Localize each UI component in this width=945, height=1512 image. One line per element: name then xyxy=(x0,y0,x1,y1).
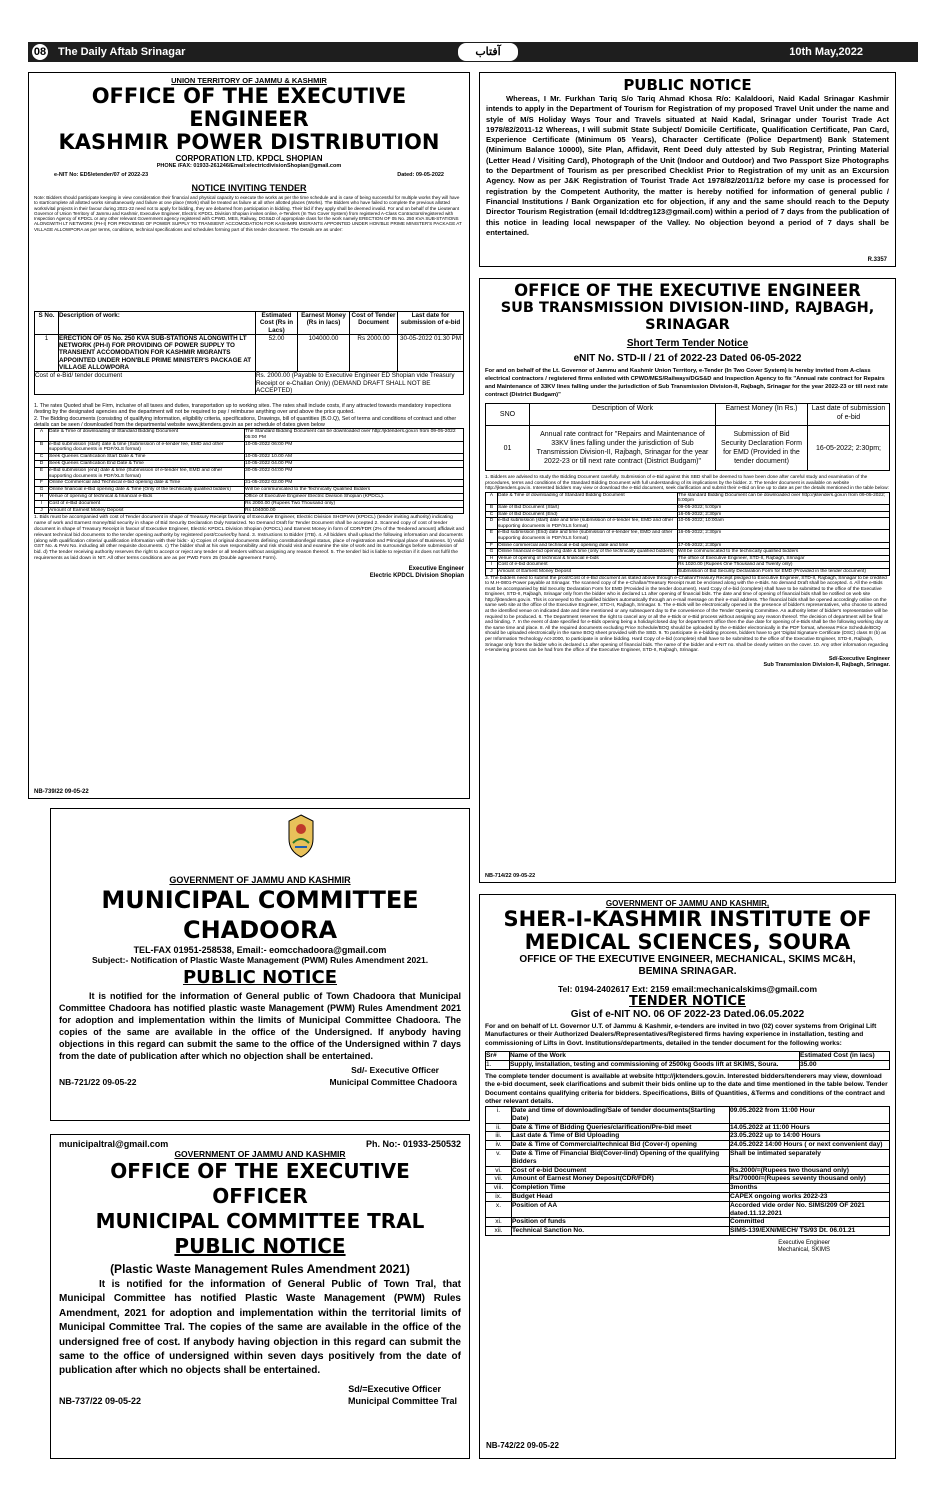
row-value: 10-05-2022; 10:00am xyxy=(678,518,890,530)
schedule-row xyxy=(486,1184,890,1193)
row-value: 16-05-2022; 2:30pm xyxy=(678,530,890,542)
row-label: e-Bid submission (End) date and time (submission of e-tender fee, EMD and other supporting documents in PDF/XLS format) xyxy=(498,530,678,542)
row-index: G xyxy=(35,487,49,494)
schedule-row xyxy=(35,500,464,507)
kpdcl-nb: NB-739/22 09-05-22 xyxy=(34,789,89,795)
th-sno: S No. xyxy=(35,312,59,335)
public-notice-ref: R.3357 xyxy=(867,257,887,263)
chadoora-subject: Subject:- Notification of Plastic Waste Management (PWM) Rules Amendment 2021. xyxy=(91,955,429,965)
kpdcl-nit: e-NIT No: ED5/etender/07 of 2022-23 xyxy=(54,172,149,178)
row-value: CAPEX ongoing works 2022-23 xyxy=(730,1193,890,1202)
row-index: G xyxy=(486,549,498,556)
row-value: 23.05.2022 up to 14:00 Hours xyxy=(730,1132,890,1141)
row-label: Technical Sanction No. xyxy=(512,1227,730,1236)
row-label: Date & Time of Bidding Queries/clarification/Pre-bid meet xyxy=(512,1123,730,1132)
tral-gov: GOVERNMENT OF JAMMU AND KASHMIR xyxy=(174,1149,346,1159)
tral-notice-ad xyxy=(50,1134,470,1459)
th-sr: Sr# xyxy=(486,1052,510,1061)
std-schedule-table xyxy=(485,492,890,576)
row-index: J xyxy=(35,507,49,514)
row-index: iii. xyxy=(486,1132,512,1141)
row-label: Venue of opening of technical & financial e-bids xyxy=(498,555,678,562)
row-index: vi. xyxy=(486,1166,512,1175)
schedule-row xyxy=(486,1193,890,1202)
th-doc: Cost of Tender Document xyxy=(350,312,398,335)
table-row: 01 Annual rate contract for "Repairs and Maintenance of 33KV lines falling under the jurisdiction of Sub Transmission Division-II, Rajbagh, Srinagar for the year 2022-23 or till next rate contract (District Budgam)" Submission of Bid Security Declaration Form for EMD (Provided in the tender document) 16-05-2022; 2:30pm; xyxy=(486,426,890,471)
schedule-row xyxy=(486,549,890,556)
chadoora-title: MUNICIPAL COMMITTEE CHADOORA xyxy=(101,886,419,944)
kpdcl-heading: NOTICE INVITING TENDER xyxy=(191,183,307,193)
skims-nb: NB-742/22 09-05-22 xyxy=(486,1441,559,1450)
row-value: Rs 2000.00 (Rupees Two Thousand only) xyxy=(245,500,464,507)
th-last: Last date for submission of e-bid xyxy=(398,312,464,335)
schedule-row xyxy=(486,1218,890,1227)
skims-schedule-table xyxy=(485,1106,890,1236)
th-cost: Estimated Cost (Rs in Lacs) xyxy=(256,312,298,335)
skims-tel: Tel: 0194-2402617 Ext: 2159 email:mechanicalskims@gmail.com xyxy=(557,984,818,994)
std-intro: For and on behalf of the Lt. Governor of Jammu and Kashmir Union Territory, e-Tender (In Two Cover System) is hereby invited from A-class electrical contractors / registered firms enlisted with CPWD/MES/Railways/DGS&D and Inspection Agency to fix "Annual rate contract for Repairs and Maintenance of 33KV lines falling under the jurisdiction of Sub Transmission Division-II, Rajbagh, Srinagar for the year 2022-23 or till next rate contract (District Budgam)" xyxy=(485,368,888,398)
row-index: vii. xyxy=(486,1175,512,1184)
schedule-row xyxy=(486,504,890,511)
row-index: xii. xyxy=(486,1227,512,1236)
th-sno: SNO xyxy=(486,404,530,426)
row-label: Position of AA xyxy=(512,1201,730,1218)
schedule-row xyxy=(486,1201,890,1218)
schedule-row xyxy=(35,429,464,442)
row-label: Online Commercial and Technical e-bid opening date & Time xyxy=(49,480,245,487)
kpdcl-para-1: 1. The rates Quoted shall be Firm, inclusive of all taxes and duties, transportation up to working sites. The rates shall include costs, if any attracted towards mandatory inspections /testing by the designated agencies and the department will not be required to pay / reimburse anything over and above the price quoted. xyxy=(34,403,452,416)
skims-para-1: The complete tender document is available at website http://jktenders.gov.in. Interested bidders/tenderers may view, download the e-bid document, seek clarifications and submit their bids online up to the date and time mentioned in the table below. Tender Document contains qualifying criteria for bidders. Specifications, Bills of Quantities, &Terms and conditions of the contract and other relevant details. xyxy=(485,1073,888,1105)
tral-nb: NB-737/22 09-05-22 xyxy=(59,1395,142,1406)
kpdcl-title-2: KASHMIR POWER DISTRIBUTION xyxy=(58,130,440,154)
row-label: e-Bid submission (end) date & time (Submission of e-tender fee, EMD and other supporting documents in PDF/XLS format) xyxy=(49,467,245,480)
row-value: 30-05-2022 04:00 PM xyxy=(245,467,464,480)
table-row: 1 ERECTION OF 05 No. 250 KVA SUB-STATIONS ALONGWITH LT NETWORK (PH-I) FOR PROVIDING OF POWER SUPPLY TO TRANSIENT ACCOMODATION FOR KASHMIR MIGRANTS APPOINTED UNDER HON'BLE PRIME MINISTER'S PACKAGE AT VILLAGE ALLOWPORA 52.00 104000.00 Rs 2000.00 30-05-2022 01.30 PM xyxy=(35,334,464,371)
schedule-row xyxy=(486,511,890,518)
row-index: A xyxy=(35,429,49,442)
schedule-row xyxy=(35,441,464,454)
chadoora-sig-2: Municipal Committee Chadoora xyxy=(329,1077,457,1087)
schedule-row xyxy=(486,1175,890,1184)
skims-intro: For and on behalf of Lt. Governor U.T. of Jammu & Kashmir, e-tenders are invited in two (02) cover systems from Original Lift Manufactures or their Authorized Dealers/Representatives/Registered firms having experience in installation, testing and commissioning of Lifts in Govt. Institutions/departments, detailed in the tender document for the following works: xyxy=(485,1023,877,1047)
row-value: 10-05-2022 06:00 PM xyxy=(245,441,464,454)
row-index: v. xyxy=(486,1150,512,1167)
row-value: Will be communicated to the Technically Qualified Bidders xyxy=(245,487,464,494)
row-label: Date & Time of Financial Bid(Cover-lind) Opening of the qualifying Bidders xyxy=(512,1150,730,1167)
schedule-row xyxy=(486,492,890,504)
schedule-row xyxy=(486,568,890,575)
schedule-row xyxy=(35,480,464,487)
skims-office: OFFICE OF THE EXECUTIVE ENGINEER, MECHANICAL, SKIMS MC&H, xyxy=(519,954,856,965)
row-value: 09.05.2022 from 11:00 Hour xyxy=(730,1107,890,1124)
tral-sig-1: Sd/=Executive Officer xyxy=(348,1383,441,1394)
kpdcl-sig-2: Electric KPDCL Division Shopian xyxy=(369,572,464,579)
row-value: Will be communicated to the technically qualified bidders xyxy=(678,549,890,556)
schedule-row xyxy=(35,454,464,461)
tral-pn: PUBLIC NOTICE xyxy=(174,1234,346,1258)
row-index: D xyxy=(486,518,498,530)
row-value: Rs.2000/=(Rupees two thousand only) xyxy=(730,1166,890,1175)
kpdcl-para-2: 2. The Bidding documents (consisting of qualifying information, eligibility criteria, specifications, Drawings, bill of quantities (B.O.Q), Set of terms and conditions of contract and other details can be seen / downloaded from the departmental website www.jktenders.gov.in as per schedule of dates given below xyxy=(34,415,457,428)
schedule-row xyxy=(486,518,890,530)
row-label: Amount of Earnest Money Deposit xyxy=(49,507,245,514)
row-label: Venue of opening of technical & financial e-Bids xyxy=(49,494,245,501)
schedule-row xyxy=(486,562,890,569)
kpdcl-corp: CORPORATION LTD. KPDCL SHOPIAN xyxy=(175,154,323,163)
chadoora-gov: GOVERNMENT OF JAMMU AND KASHMIR xyxy=(169,875,351,885)
skims-title-2: MEDICAL SCIENCES, SOURA xyxy=(524,930,851,954)
row-index: F xyxy=(486,542,498,549)
row-value: Shall be intimated separately xyxy=(730,1150,890,1167)
row-value: 10-05-2022 04.00 PM xyxy=(245,461,464,468)
skims-sig-2: Mechanical, SKIMS xyxy=(777,1246,830,1253)
table-row: Cost of e-Bid/ tender document Rs. 2000.00 (Payable to Executive Engineer ED Shopian vide Treasury Receipt or e-Challan Only) (DEMAND DRAFT SHALL NOT BE ACCEPTED) xyxy=(35,372,464,395)
std-tender-ad xyxy=(479,278,896,883)
row-index: H xyxy=(35,494,49,501)
row-index: F xyxy=(35,480,49,487)
row-label: Online financial e-Bid opening date & Time (Only of the technically qualified bidders) xyxy=(49,487,245,494)
chadoora-nb: NB-721/22 09-05-22 xyxy=(59,1077,137,1087)
tral-title-2: MUNICIPAL COMMITTEE TRAL xyxy=(95,1209,425,1233)
row-value: Office of Executive Engineer Electric Division Shopian (KPDCL). xyxy=(245,494,464,501)
row-label: Last date & Time of Bid Uploading xyxy=(512,1132,730,1141)
public-notice-title: PUBLIC NOTICE xyxy=(623,76,752,94)
kpdcl-title-1: OFFICE OF THE EXECUTIVE ENGINEER xyxy=(91,84,407,131)
kpdcl-tender-ad xyxy=(28,72,470,799)
th-desc: Description of Work xyxy=(530,404,716,426)
row-value: The standard Bidding Document can be downloaded over http://jktenders.gov.in from 09-05-2022; 5:00pm xyxy=(678,492,890,504)
std-work-table xyxy=(485,403,890,471)
row-value: Rs 1020.00 (Rupees One Thousand and Twenty only) xyxy=(678,562,890,569)
row-value: 14.05.2022 at 11:00 Hours xyxy=(730,1123,890,1132)
std-nit: eNIT No. STD-II / 21 of 2022-23 Dated 06-05-2022 xyxy=(573,353,802,364)
row-index: B xyxy=(35,441,49,454)
row-value: Rs/70000/=(Rupees seventy thousand only) xyxy=(730,1175,890,1184)
schedule-row xyxy=(486,1166,890,1175)
skims-gov: GOVERNMENT OF JAMMU AND KASHMIR, xyxy=(605,899,770,908)
row-label: Cost of e-Bid document xyxy=(49,500,245,507)
schedule-row xyxy=(486,1141,890,1150)
row-value: The office of Executive Engineer, STD-II, Rajbagh, Srinagar xyxy=(678,555,890,562)
kpdcl-para-3: 1. Bids must be accompanied with cost of Tender document in shape of Treasury Receipt favoring of Executive Engineer, Electric Division SHOPIAN (KPDCL) (tender inviting authority) indicating name of work and Earnest money/Bid security in shape of Bid Security Declaration Duly Notarized. No Demand Draft for Tender Document shall be accepted 2. Scanned copy of cost of tender document in shape of Treasury Receipt in favour of Executive Engineer, Electric KPDCL Division Shopian (KPDCL) and Earnest Money in form of CDR/FDR (2% of the Tendered amount) affidavit and relevant technical bid documents to the tender opening authority by registered post/Courier/by hand. 3. Instructions to Bidder (ITB). 4. All bidders shall upload the following information and documents (along with qualification criteria/ qualification information with their bids:- a) Copies of original documents defining constitution/legal status, place of registration and Principal place of Business. b) Valid GST No. & PAN No. including all other requisite documents. c) The bidder shall at his own responsibility and risk should visit and examine the site of work and its surroundings before submission of bid. d) The tender receiving authority reserves the right to accept or reject any tender or all tenders without assigning any reason thereof. 5. The tender/ bid is liable to rejection if it does not fulfil the requirements as laid down in NIT. All other terms conditions are as per PWD Form 25 (Double agreement Form). xyxy=(34,515,464,562)
std-sig-1: Sd/-Executive Engineer xyxy=(828,655,890,662)
schedule-row xyxy=(486,1132,890,1141)
row-label: Cost of e-bid document xyxy=(498,562,678,569)
row-label: Seek Queries Clarification Start Date & Time xyxy=(49,454,245,461)
skims-tender-notice: TENDER NOTICE xyxy=(629,994,746,1009)
std-para-1: 1. Bidders are advised to study the Bidding Document carefully. Submission of e-Bid against this SBD shall be deemed to have been done after careful study and examination of the procedures, terms and conditions of the Standard Bidding Document with full understanding of its implications by the bidder. 2. The tender document is available on website http://jktenders.gov.in. Interested bidders may view or download the e-Bid document, seek clarification and submit their e-Bid on line up to date as per the details mentioned in the table below: xyxy=(485,475,889,492)
row-value: 17-05-2022; 2:30pm xyxy=(678,542,890,549)
chadoora-sig-1: Sd/- Executive Officer xyxy=(351,1065,439,1075)
kpdcl-phone: PHONE /FAX: 01933-261246/Email:electricdivisionShopian@gmail.com xyxy=(156,163,342,169)
page-number: 08 xyxy=(30,42,50,62)
row-value: 31-05-2022 02.00 PM xyxy=(245,480,464,487)
row-label: Sale of Bid Document (End) xyxy=(498,511,678,518)
th-last: Last date of submission of e-bid xyxy=(808,404,890,426)
th-name: Name of the Work xyxy=(510,1052,800,1061)
row-index: C xyxy=(35,454,49,461)
row-value: 09-05-2022; 5:00pm xyxy=(678,504,890,511)
th-emd: Earnest Money (In Rs.) xyxy=(716,404,808,426)
kpdcl-note: Note: Bidders should participate keeping in view consideration their financial and physical capacity to execute the works as per the time schedule and in case of being successful for multiple works they will have to start/complete all allotted works simultaneously and failure at one place (Work) shall be treated as failure at all other allotted places (Works). The Bidders who have failed to complete the previous allotted works/vital projects in their favour during 2021-22 need not to apply for bidding, they are debarred from participation in bidding. Their bid if they apply shall be deemed invalid. For and on behalf of the Lieutenant Governor of Union Territory of Jammu and Kashmir, Executive Engineer, Electric KPDCL Division Shopian invites online, e-Tenders (In Two Cover System) from registered A-Class Contractors/registered with Inspection Agency of KPDCL or any other relevant Government agency registered with CPWD, MES, Railway, DGS&D of appropriate class for the work namely ERECTION OF 05 No. 250 KVA SUB-STATIONS ALONGWITH LT NETWORK (PH-I) FOR PROVIDING OF POWER SUPPLY TO TRANSIENT ACCOMODATION FOR KASHMIRI MIGRANTS APPOINTED UNDER HON'BLE PRIME MINISTER'S PACKAGE AT VILLAGE ALLOWPORA as per terms, conditions, technical specifications and schedules forming part of this tender document. The Details are as under: xyxy=(34,195,462,232)
row-value: 3months xyxy=(730,1184,890,1193)
tral-title-1: OFFICE OF THE EXECUTIVE OFFICER xyxy=(110,1159,410,1208)
row-label: Date & Time of downloading of Standard Bidding Document xyxy=(498,492,678,504)
skims-tender-ad xyxy=(479,894,896,1459)
schedule-row xyxy=(35,467,464,480)
tral-subtitle: (Plastic Waste Management Rules Amendment 2021) xyxy=(110,1262,410,1276)
schedule-row xyxy=(486,1107,890,1124)
std-title-1: OFFICE OF THE EXECUTIVE ENGINEER xyxy=(514,281,861,300)
newspaper-name: The Daily Aftab Srinagar xyxy=(58,46,186,58)
row-label: e-Bid submission (start) date and time (submission of e-tender fee, EMD and other supporting documents in PDF/XLS format) xyxy=(498,518,678,530)
row-value: Submission of Bid Security Declaration Form for EMD (Provided in the tender document) xyxy=(678,568,890,575)
skims-work-table xyxy=(485,1051,890,1070)
th-cost: Estimated Cost (in lacs) xyxy=(800,1052,890,1061)
row-label: Position of funds xyxy=(512,1218,730,1227)
std-sig-2: Sub Transmission Division-II, Rajbagh, Srinagar. xyxy=(763,662,890,669)
row-label: Date & Time of downloading of Standard Bidding Document xyxy=(49,429,245,442)
row-index: I xyxy=(486,562,498,569)
std-title-2: SUB TRANSMISSION DIVISION-IIND, RAJBAGH, SRINAGAR xyxy=(500,300,875,333)
row-index: x. xyxy=(486,1201,512,1218)
public-notice-ad xyxy=(479,72,896,267)
ut-line: UNION TERRITORY OF JAMMU & KASHMIR xyxy=(171,76,327,85)
row-index: viii. xyxy=(486,1184,512,1193)
tral-sig-2: Municipal Committee Tral xyxy=(347,1395,457,1406)
row-value: 24.05.2022 14:00 Hours ( or next convenient day) xyxy=(730,1141,890,1150)
row-label: Cost of e-bid Document xyxy=(512,1166,730,1175)
skims-office-2: BEMINA SRINAGAR. xyxy=(638,966,737,977)
tral-phone: Ph. No:- 01933-250532 xyxy=(365,1139,461,1149)
row-label: Online commercial and technical e-bid opening date and time xyxy=(498,542,678,549)
row-value: Rs 104000.00 xyxy=(245,507,464,514)
row-label: Amount of Earnest Money Deposit xyxy=(498,568,678,575)
skims-gist: Gist of e-NIT NO. 06 OF 2022-23 Dated.06.05.2022 xyxy=(570,1009,805,1020)
kpdcl-sig-1: Executive Engineer xyxy=(408,565,464,572)
th-emd: Earnest Money (Rs in lacs) xyxy=(298,312,350,335)
table-row: 1. Supply, installation, testing and commissioning of 2500kg Goods lift at SKIMS, Soura. 35.00 xyxy=(486,1061,890,1070)
row-index: C xyxy=(486,511,498,518)
row-label: Completion Time xyxy=(512,1184,730,1193)
schedule-row xyxy=(35,507,464,514)
row-index: B xyxy=(486,504,498,511)
row-value: 16-05-2022; 2:30pm xyxy=(678,511,890,518)
chadoora-body: It is notified for the information of General public of Town Chadoora that Municipal Committee Chadoora has notified plastic waste Management (PWM) Rules Amendment 2021 for adoption and implementation within the limits of Municipal Committee Chadoora. The copies of the same are available in the office of the Undersigned. If anybody having objections in this regard can submit the same to the office of the Undersigned within 7 days from the date of publication after which no objection shall be entertained. xyxy=(59,991,461,1061)
row-value: SIMS-139/EXN/MECH/ TS/93 Dt. 06.01.21 xyxy=(730,1227,890,1236)
row-value: Accorded vide order No. SIMS/209 OF 2021 dated.11.12.2021 xyxy=(730,1201,890,1218)
row-label: Seek Queries Clarification End Date & Time xyxy=(49,461,245,468)
row-label: Budget Head xyxy=(512,1193,730,1202)
chadoora-pn: PUBLIC NOTICE xyxy=(182,967,338,988)
th-desc: Description of work: xyxy=(59,312,256,335)
row-label: Sale of Bid Document (Start) xyxy=(498,504,678,511)
row-index: J xyxy=(486,568,498,575)
row-label: Date & Time of Commercial/technical Bid (Cover-I) opening xyxy=(512,1141,730,1150)
row-label: Amount of Earnest Money Deposit(CDR/FDR) xyxy=(512,1175,730,1184)
row-index: I xyxy=(35,500,49,507)
schedule-row xyxy=(35,494,464,501)
tral-body: It is notified for the information of General Public of Town Tral, that Municipal Committee has notified Plastic Waste Management (PWM) Rules Amendment, 2021 for adoption and implementation within the territorial limits of Municipal Committee Tral. The copies of the same are available in the office of the undersigned free of cost. If anybody having objection in this regard can submit the same to the office of undersigned within seven days positively from the date of publication after which no objects shall be entertained. xyxy=(59,1279,461,1377)
skims-sig-1: Executive Engineer xyxy=(778,1239,830,1246)
row-index: ix. xyxy=(486,1193,512,1202)
schedule-row xyxy=(486,542,890,549)
row-index: A xyxy=(486,492,498,504)
schedule-row xyxy=(486,1227,890,1236)
row-value: 10-05-2022 10.00 AM xyxy=(245,454,464,461)
std-nb: NB-714/22 09-05-22 xyxy=(485,873,536,879)
chadoora-tel: TEL-FAX 01951-258538, Email:- eomcchadoora@gmail.com xyxy=(133,945,387,955)
row-value: The Standard Bidding Document can be downloaded over http://jktenders.gov.in from 09-05-2022 05:00 PM xyxy=(245,429,464,442)
masthead-logo: آفتاب xyxy=(458,43,518,61)
schedule-row xyxy=(486,1123,890,1132)
row-label: Online financial e-bid opening date & time (only of the technically qualified bidders) xyxy=(498,549,678,556)
std-para-2: 3. The bidders need to submit the proof/Cost of e-Bid document as stated above through e-Challan/Treasury Receipt pledged to Executive Engineer, STD-II, Rajbagh, Srinagar to be credited to M.H-0801-Power payable at Srinagar. The scanned copy of the e-Challan/Treasury Receipt must be enclosed along with the e-Bids. No demand Draft shall be accepted. 4. All the e-Bids must be accompanied by Bid Security Declaration Form for EMD (Provided in the tender document). Hard Copy of e-bid (complete) shall have to be submitted to the office of the Executive Engineer, STD-II, Rajbagh, Srinagar only from the bidder who is declared L1 after opening of financial bids. The date and time of opening of financial bids shall be notified on web site http://jktenders.gov.in. This is conveyed to the qualified bidders automatically through an e-mail message on their e-mail address. The financial bids shall be opened accordingly online on the same web site at the office of the Executive Engineer, STD-II, Rajbagh, Srinagar. 5. The e-Bids will be electronically opened in the presence of bidder's representatives, who choose to attend at the identified venue on indicated date and time mentioned or any subsequent day to the convenience of the Tender Opening Committee. An authority letter of bidder's representative will be required to be produced. 6. The Department reserves the right to cancel any or all the e-Bids or e-Bid process without assigning any reason thereof. The decision of department will be final and binding. 7. In the event of date specified for e-Bids opening being a holiday/closed day for department's office then the due date for opening of e-Bids shall be the following working day at the same time and place. 8. All the required documents excluding Price Schedule/BOQ should be uploaded by the e-Bidder electronically in the PDF format, whereas Price Schedule/BOQ should be uploaded electronically in the same BOQ sheet provided with the SBD. 9. To participate in e-bidding process, bidders have to get 'Digital Signature Certificate (DSC) class III (b) as per Information Technology Act-2000, to participate in online bidding. Hard Copy of e-bid (complete) shall have to be submitted to the office of the Executive Engineer, STD-II, Rajbagh, Srinagar only from the bidder who is declared L1 after opening of financial bids. The name of the bidder and e-NIT no. shall be clearly written on the cover. 10. Any other information regarding e-tendering process can be had from the office of the Executive Engineer, STD-II, Rajbagh, Srinagar. xyxy=(485,575,889,654)
skims-title-1: SHER-I-KASHMIR INSTITUTE OF xyxy=(503,907,872,931)
row-index: iv. xyxy=(486,1141,512,1150)
row-index: H xyxy=(486,555,498,562)
issue-date: 10th May,2022 xyxy=(789,46,863,58)
schedule-row xyxy=(486,530,890,542)
schedule-row xyxy=(486,555,890,562)
newspaper-header xyxy=(28,42,918,62)
chadoora-notice-ad xyxy=(50,808,470,1121)
public-notice-body: Whereas, I Mr. Furkhan Tariq S/o Tariq Ahmad Khosa R/o: Kalaldoori, Naid Kadal Srinagar Kashmir intends to apply in the Department of Tourism for Registration of my proposed Travel Unit under the name and style of M/S Holiday Ways Tour and Travels situated at Naid Kadal, Srinagar under Tourist Trade Act 1978/82/2011-12 Whereas, I will submit State Subject/ Domicile Certificate, Qualification Certificate, Pan Card, Experience Certificate (Minimum 05 Years), Character Certificate (Police Department) Bank Statement (Minimum Balance 10000), Site Plan, Affidavit, Rent Deed duly attested by Sub Registrar, Printing Material (Letter Head / Visiting Card), Photograph of the Unit (Indoor and Outdoor) and Two Passport Size Photographs to the Department of Tourism as per prescribed Checklist Prior to Registration of my unit as an Excursion Agency. Now as per J&K Registration of Tourist Trade Act 1978/82/2011/12 before my case is processed for registration by the Competent Authority, the matter is hereby notified for information of general public / Financial Institutions / Bank Organization etc for objection, if any and the same should reach to the Deputy Director Tourism Registration (email Id:ddtreg123@gmail.com) within a period of 7 days from the publication of this notice in leading local newspaper of the Valley. No objection beyond a period of 7 days shall be entertained. xyxy=(486,94,889,237)
row-index: E xyxy=(35,467,49,480)
row-index: D xyxy=(35,461,49,468)
row-label: Date and time of downloading/Sale of tender documents(Starting Date) xyxy=(512,1107,730,1124)
row-index: ii. xyxy=(486,1123,512,1132)
kpdcl-dated: Dated: 09-05-2022 xyxy=(397,172,444,178)
kpdcl-work-table xyxy=(34,311,464,395)
tral-email: municipaltral@gmail.com xyxy=(59,1139,169,1149)
row-index: E xyxy=(486,530,498,542)
row-index: xi. xyxy=(486,1218,512,1227)
std-subtitle: Short Term Tender Notice xyxy=(626,338,749,349)
row-value: Committed xyxy=(730,1218,890,1227)
row-label: e-Bid submission (start) date & time (Submission of e-tender fee, EMD and other supporting documents in PDF/XLS format) xyxy=(49,441,245,454)
schedule-row xyxy=(35,461,464,468)
kpdcl-schedule-table xyxy=(34,428,464,514)
jk-emblem-icon xyxy=(283,813,319,859)
schedule-row xyxy=(486,1150,890,1167)
schedule-row xyxy=(35,487,464,494)
row-index: i. xyxy=(486,1107,512,1124)
